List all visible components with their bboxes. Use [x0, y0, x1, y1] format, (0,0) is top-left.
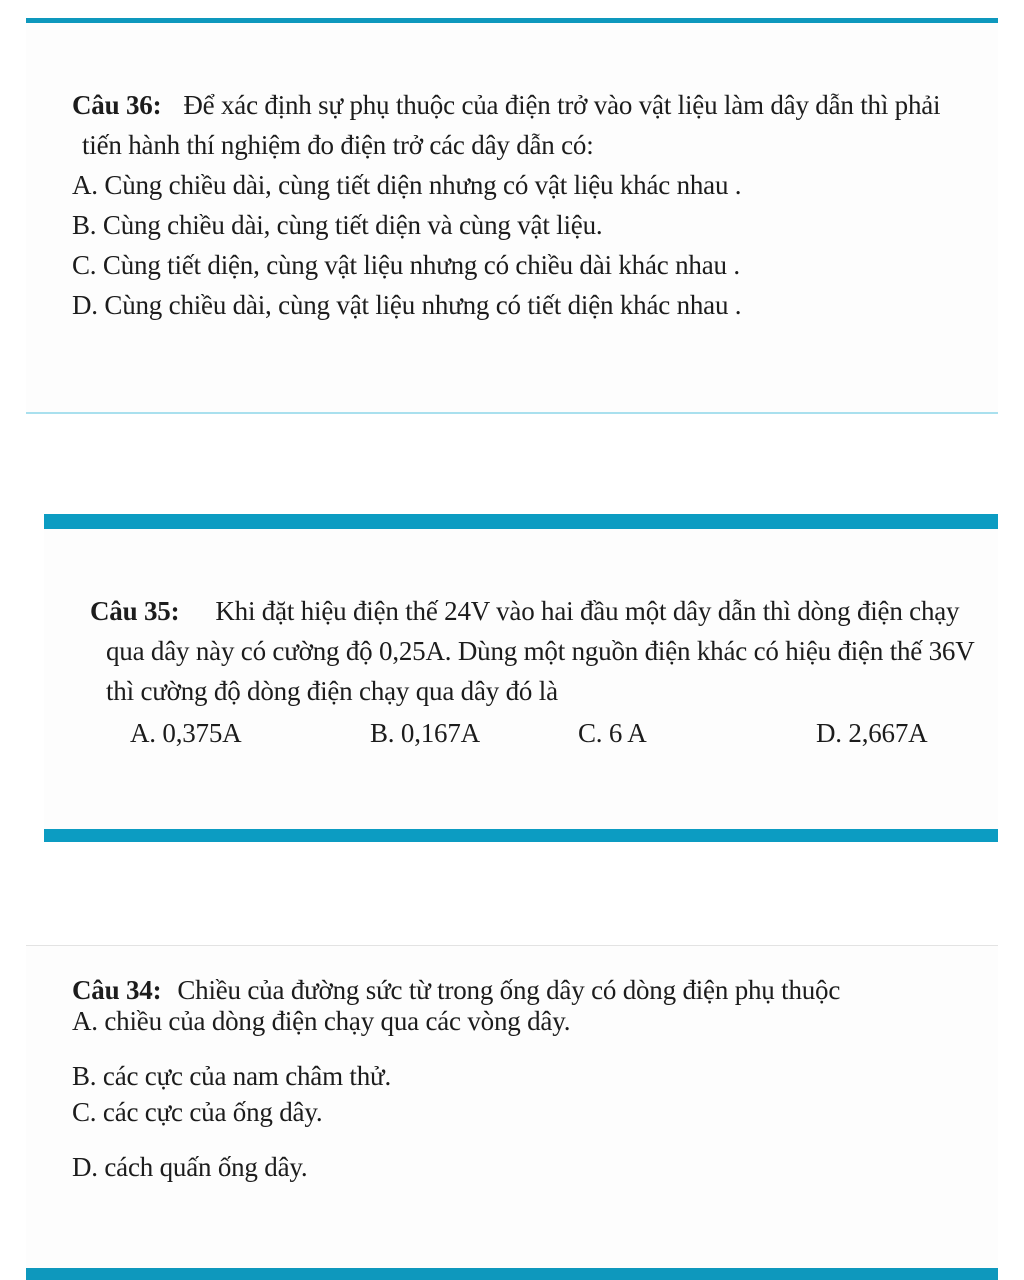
- question-34-option-c: C. các cực của ống dây.: [72, 1097, 323, 1127]
- question-36-stem-line2: tiến hành thí nghiệm đo điện trở các dây dẫn có:: [82, 130, 594, 160]
- question-35-stem-text: Khi đặt hiệu điện thế 24V vào hai đầu một dây dẫn thì dòng điện chạy: [215, 596, 960, 626]
- question-36: [72, 85, 940, 325]
- question-36-stem-line1: [72, 85, 940, 125]
- question-34-number: Câu 34:: [72, 975, 162, 1005]
- question-35-stem-line1: [90, 591, 975, 631]
- question-35-stem-line2: qua dây này có cường độ 0,25A. Dùng một nguồn điện khác có hiệu điện thế 36V: [106, 636, 975, 666]
- question-36-option-a: A. Cùng chiều dài, cùng tiết diện nhưng có vật liệu khác nhau .: [72, 170, 742, 200]
- question-34-option-b: B. các cực của nam châm thử.: [72, 1061, 392, 1091]
- question-34-stem-text: Chiều của đường sức từ trong ống dây có dòng điện phụ thuộc: [177, 975, 841, 1005]
- question-35-option-c: C. 6 A: [578, 718, 647, 748]
- question-35-options: [90, 713, 975, 757]
- question-35-number: Câu 35:: [90, 596, 180, 626]
- card-bottom-bar: [26, 1268, 998, 1280]
- question-36-option-b: B. Cùng chiều dài, cùng tiết diện và cùng vật liệu.: [72, 210, 603, 240]
- question-34-option-a: A. chiều của dòng điện chạy qua các vòng dây.: [72, 1006, 571, 1036]
- question-34: [72, 974, 840, 1186]
- question-card-35: [44, 514, 998, 842]
- question-36-option-d: D. Cùng chiều dài, cùng vật liệu nhưng có tiết diện khác nhau .: [72, 290, 742, 320]
- question-36-stem-text: Để xác định sự phụ thuộc của điện trở vào vật liệu làm dây dẫn thì phải: [183, 90, 941, 120]
- question-35: [90, 591, 975, 757]
- question-card-34: [26, 945, 998, 1280]
- question-34-stem-line1: [72, 974, 840, 1006]
- question-35-option-b: B. 0,167A: [370, 718, 480, 748]
- question-35-option-a: A. 0,375A: [130, 718, 242, 748]
- question-35-option-d: D. 2,667A: [816, 718, 928, 748]
- question-35-stem-line3: thì cường độ dòng điện chạy qua dây đó là: [106, 676, 558, 706]
- question-36-option-c: C. Cùng tiết diện, cùng vật liệu nhưng có chiều dài khác nhau .: [72, 250, 740, 280]
- question-card-36: [26, 18, 998, 414]
- question-34-option-d: D. cách quấn ống dây.: [72, 1152, 308, 1182]
- question-36-number: Câu 36:: [72, 90, 162, 120]
